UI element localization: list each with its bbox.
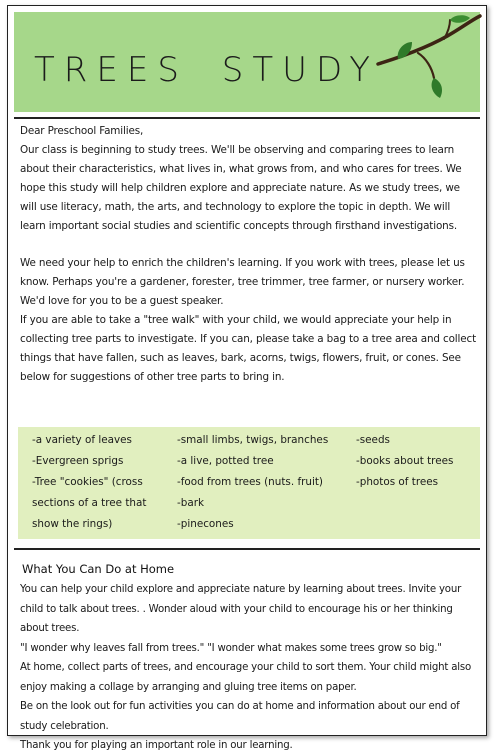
list-item: -a live, potted tree — [177, 455, 274, 467]
home-paragraph-4: Be on the look out for fun activities you can do at home and information about our end of study celebration. — [20, 701, 460, 732]
list-item: -pinecones — [177, 518, 234, 530]
list-item: show the rings) — [32, 518, 113, 530]
tree-parts-list — [18, 427, 480, 539]
page-title: TREES STUDY — [34, 50, 380, 90]
home-paragraph-2: "I wonder why leaves fall from trees." "I wonder what makes some trees grow so big." — [20, 642, 442, 654]
newsletter-page — [7, 5, 487, 751]
list-item: sections of a tree that — [32, 497, 147, 509]
letter-paragraph-2: We need your help to enrich the children's learning. If you work with trees, please let us know. Perhaps you're a gardener, forester, tree trimmer, tree farmer, or nursery worker. We'd love for you to be a guest speaker. — [20, 257, 465, 308]
letter-paragraph-3: If you are able to take a "tree walk" with your child, we would appreciate your help in collecting tree parts to investigate. If you can, please take a bag to a tree area and collect things that have fallen, such as leaves, bark, acorns, twigs, flowers, fruit, or cones. See below for suggestions of other tree parts to bring in. — [20, 314, 476, 383]
letter-body — [20, 122, 478, 387]
items-column-1 — [32, 430, 146, 535]
list-item: -food from trees (nuts. fruit) — [177, 476, 323, 488]
section-heading: What You Can Do at Home — [22, 562, 175, 576]
letter-greeting: Dear Preschool Families, — [20, 125, 144, 137]
home-paragraph-3: At home, collect parts of trees, and encourage your child to sort them. Your child might also enjoy making a collage by arranging and gluing tree items on paper. — [20, 662, 472, 693]
home-paragraph-5: Thank you for playing an important role in our learning. — [20, 740, 293, 751]
list-item: -photos of trees — [356, 476, 439, 488]
list-item: -a variety of leaves — [32, 434, 132, 446]
list-item: -seeds — [356, 434, 390, 446]
top-divider — [14, 117, 480, 119]
tree-branch-icon — [374, 12, 480, 112]
home-paragraph-1: You can help your child explore and appreciate nature by learning about trees. Invite your child to talk about trees. . Wonder aloud with your child to encourage his or her thinking about trees. — [20, 584, 462, 634]
section-divider — [14, 548, 480, 550]
list-item: -small limbs, twigs, branches — [177, 434, 329, 446]
list-item: -bark — [177, 497, 205, 509]
list-item: -Tree "cookies" (cross — [32, 476, 143, 488]
title-banner — [14, 12, 480, 112]
items-column-3 — [356, 430, 453, 493]
items-column-2 — [177, 430, 328, 535]
home-section-body — [20, 580, 482, 756]
list-item: -Evergreen sprigs — [32, 455, 124, 467]
letter-paragraph-1: Our class is beginning to study trees. We'll be observing and comparing trees to learn about their characteristics, what lives in, what grows from, and who cares for trees. We hope this study will help children explore and appreciate nature. As we study trees, we will use literacy, math, the arts, and technology to explore the topic in depth. We will learn important social studies and scientific concepts through firsthand investigations. — [20, 143, 462, 232]
list-item: -books about trees — [356, 455, 454, 467]
